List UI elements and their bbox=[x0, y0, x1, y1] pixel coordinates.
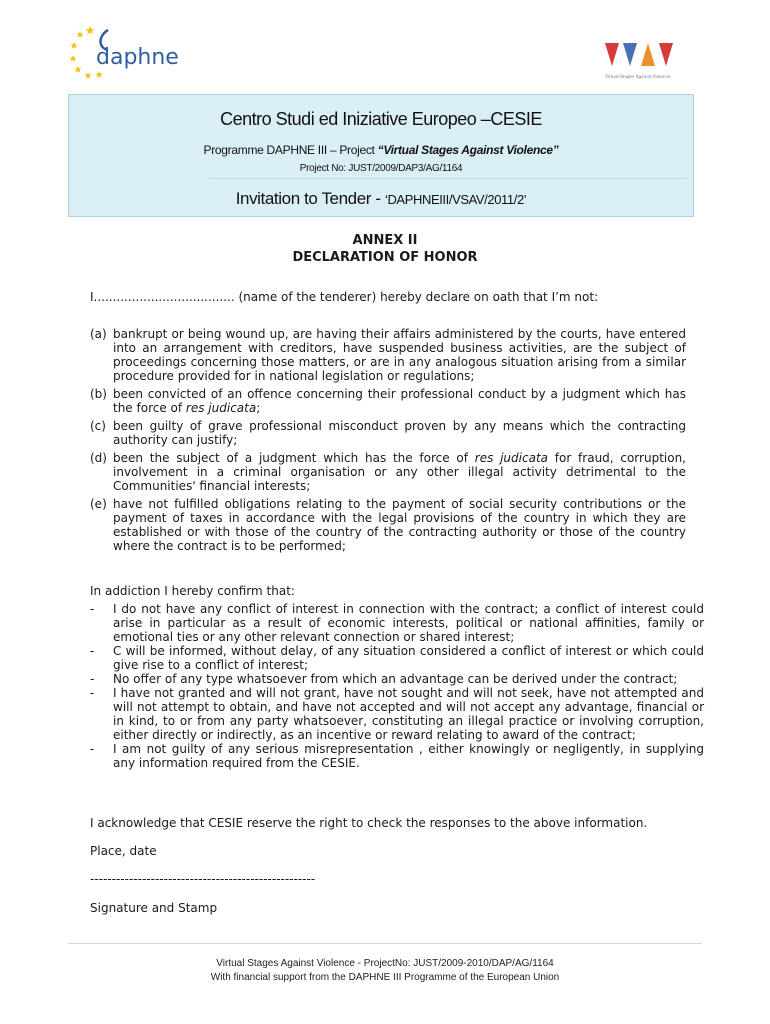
list-item-text: I do not have any conflict of interest in connection with the contract; a conflict of interest could arise in particular as a result of economic interests, political or national affinities, family or emotional ties or any other relevant connection or shared interest; bbox=[113, 602, 704, 644]
list-item bbox=[90, 686, 704, 742]
list-item-text: No offer of any type whatsoever from which an advantage can be derived under the contract; bbox=[113, 672, 678, 686]
itt-prefix: Invitation to Tender - bbox=[235, 189, 385, 208]
list-item bbox=[90, 742, 704, 770]
annex-number: ANNEX II bbox=[352, 233, 418, 248]
list-item-label: (e) bbox=[90, 497, 107, 511]
list-item-text: I have not granted and will not grant, have not sought and will not seek, have not attempted and will not attempt to obtain, and have not accepted and will not accept any advantage, financial or in kind, to or from any party whatsoever, constituting an illegal practice or involving corruption, either directly or indirectly, as an incentive or reward relating to award of the contract; bbox=[113, 686, 704, 742]
list-item bbox=[90, 419, 686, 447]
header-divider bbox=[209, 178, 687, 179]
confirm-intro: In addiction I hereby confirm that: bbox=[90, 584, 295, 598]
programme-prefix: Programme DAPHNE III – Project bbox=[203, 143, 378, 157]
dash-bullet: - bbox=[90, 742, 95, 756]
list-item bbox=[90, 327, 686, 383]
vrav-v-shape bbox=[605, 43, 619, 66]
list-item-label: (c) bbox=[90, 419, 106, 433]
invitation-title bbox=[69, 189, 693, 209]
list-item bbox=[90, 497, 686, 553]
confirmation-list bbox=[90, 602, 704, 770]
list-item-text: have not fulfilled obligations relating to the payment of social security contributions or the payment of taxes in accordance with the legal provisions of the country in which they are established or with those of the country of the contracting authority or those of the country where the contract is to be performed; bbox=[113, 497, 686, 553]
vrav-r-shape bbox=[623, 43, 637, 66]
list-item-label: (b) bbox=[90, 387, 107, 401]
footer-divider bbox=[68, 943, 702, 944]
signature-label: Signature and Stamp bbox=[90, 901, 218, 915]
dash-bullet: - bbox=[90, 672, 95, 686]
dash-bullet: - bbox=[90, 602, 95, 616]
footer-line-1: Virtual Stages Against Violence - ProjectNo: JUST/2009-2010/DAP/AG/1164 bbox=[216, 958, 554, 969]
footer-line-2: With financial support from the DAPHNE III Programme of the European Union bbox=[210, 972, 560, 983]
annex-heading bbox=[0, 232, 770, 266]
dash-bullet: - bbox=[90, 644, 95, 658]
place-date-label: Place, date bbox=[90, 844, 157, 858]
signature-line: ---------------------------------------------------- bbox=[90, 872, 316, 886]
vrav-v2-shape bbox=[659, 43, 673, 66]
list-item-text: bankrupt or being wound up, are having their affairs administered by the courts, have entered into an arrangement with creditors, have suspended business activities, are the subject of proceedings concerning those matters, or are in any analogous situation arising from a similar procedure provided for in national legislation or regulations; bbox=[113, 327, 686, 383]
vsav-logo bbox=[603, 40, 683, 84]
list-item-text: C will be informed, without delay, of any situation considered a conflict of interest or which could give rise to a conflict of interest; bbox=[113, 644, 704, 672]
programme-line bbox=[69, 143, 693, 157]
vrav-a-shape bbox=[641, 43, 655, 66]
list-item-text: been guilty of grave professional misconduct proven by any means which the contracting authority can justify; bbox=[113, 419, 686, 447]
list-item-label: (d) bbox=[90, 451, 107, 465]
list-item bbox=[90, 387, 686, 415]
list-item-text: been the subject of a judgment which has the force of res judicata for fraud, corruption, involvement in a criminal organisation or any other illegal activity detrimental to the Communities' financial interests; bbox=[113, 451, 686, 493]
header-box bbox=[68, 94, 694, 217]
project-name: “Virtual Stages Against Violence” bbox=[377, 143, 559, 157]
vrav-caption: Virtual Stages Against Violence bbox=[605, 74, 671, 79]
list-item-text: I am not guilty of any serious misrepresentation , either knowingly or negligently, in supplying any information required from the CESIE. bbox=[113, 742, 704, 770]
list-item bbox=[90, 644, 704, 672]
list-item bbox=[90, 451, 686, 493]
daphne-logo-graphic bbox=[68, 22, 193, 82]
intro-paragraph: I..................................... (name of the tenderer) hereby declare on oath that I’m not: bbox=[90, 290, 599, 304]
project-number: Project No: JUST/2009/DAP3/AG/1164 bbox=[299, 163, 463, 174]
dash-bullet: - bbox=[90, 686, 95, 700]
itt-code: ‘DAPHNEIII/VSAV/2011/2’ bbox=[384, 192, 527, 207]
list-item-label: (a) bbox=[90, 327, 107, 341]
acknowledge-paragraph: I acknowledge that CESIE reserve the right to check the responses to the above information. bbox=[90, 816, 648, 830]
daphne-logo bbox=[68, 22, 193, 82]
org-title: Centro Studi ed Iniziative Europeo –CESIE bbox=[220, 109, 542, 129]
daphne-wordmark: daphne bbox=[96, 45, 179, 70]
annex-title: DECLARATION OF HONOR bbox=[292, 250, 478, 265]
list-item bbox=[90, 672, 704, 686]
list-item-text: been convicted of an offence concerning their professional conduct by a judgment which has the force of res judicata; bbox=[113, 387, 686, 415]
list-item bbox=[90, 602, 704, 644]
vsav-logo-graphic bbox=[603, 40, 683, 84]
declaration-list bbox=[90, 327, 686, 557]
